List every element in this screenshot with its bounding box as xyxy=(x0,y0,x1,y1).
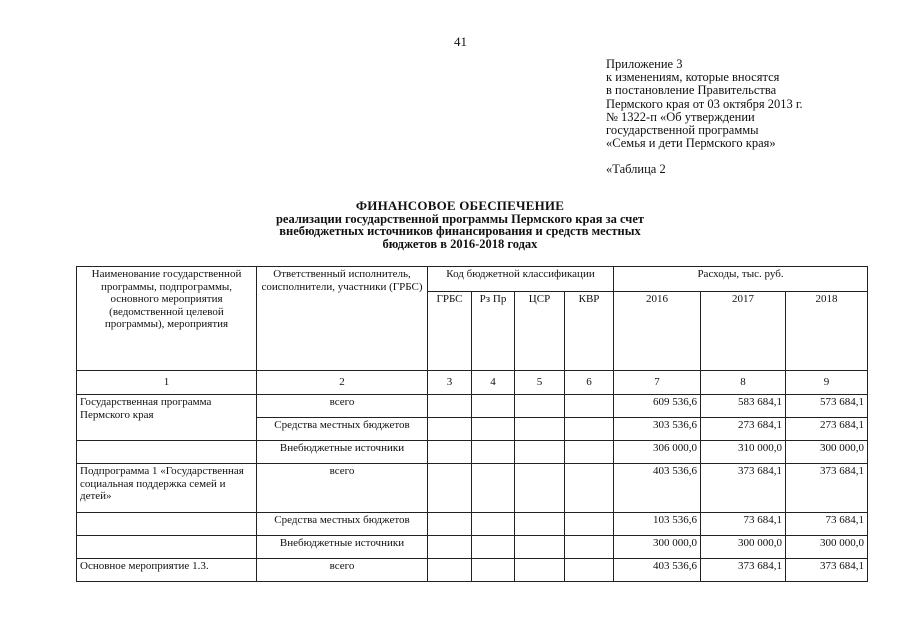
table-row xyxy=(77,536,868,559)
source-cell: Внебюджетные источники xyxy=(257,441,428,464)
value-cell-2018: 300 000,0 xyxy=(786,441,868,464)
code-cell xyxy=(565,418,614,441)
appendix-line: к изменениям, которые вносятся xyxy=(606,70,780,85)
header-code-grbs: ГРБС xyxy=(428,292,472,371)
code-cell xyxy=(428,441,472,464)
code-cell xyxy=(472,464,515,513)
code-cell xyxy=(565,464,614,513)
value-cell-2018: 300 000,0 xyxy=(786,536,868,559)
code-cell xyxy=(472,536,515,559)
header-code-rzpr: Рз Пр xyxy=(472,292,515,371)
header-year-2016: 2016 xyxy=(614,292,701,371)
code-cell xyxy=(428,536,472,559)
appendix-line: государственной программы xyxy=(606,123,759,138)
code-cell xyxy=(472,513,515,536)
table-reference: «Таблица 2 xyxy=(606,162,666,176)
subprogram-name-cell xyxy=(77,536,257,559)
code-cell xyxy=(428,418,472,441)
appendix-line: «Семья и дети Пермского края» xyxy=(606,136,776,151)
value-cell-2018: 73 684,1 xyxy=(786,513,868,536)
code-cell xyxy=(428,395,472,418)
appendix-line: № 1322-п «Об утверждении xyxy=(606,109,755,124)
value-cell-2016: 300 000,0 xyxy=(614,536,701,559)
header-code-group: Код бюджетной классификации xyxy=(428,267,614,292)
budget-table xyxy=(76,266,868,582)
code-cell xyxy=(428,513,472,536)
heading-subtitle-line: внебюджетных источников финансирования и средств местных xyxy=(279,224,641,238)
code-cell xyxy=(515,418,565,441)
value-cell-2017: 373 684,1 xyxy=(701,559,786,582)
program-name-cell: Государственная программа Пермского края xyxy=(77,395,257,441)
subprogram-name-cell: Подпрограмма 1 «Государственная социальная поддержка семей и детей» xyxy=(77,464,257,513)
code-cell xyxy=(565,395,614,418)
heading-subtitle-line: бюджетов в 2016-2018 годах xyxy=(382,236,538,251)
source-cell: всего xyxy=(257,395,428,418)
code-cell xyxy=(515,464,565,513)
source-cell: Средства местных бюджетов xyxy=(257,513,428,536)
value-cell-2016: 403 536,6 xyxy=(614,464,701,513)
column-number: 8 xyxy=(701,371,786,395)
code-cell xyxy=(565,441,614,464)
table-row xyxy=(77,559,868,582)
column-number: 7 xyxy=(614,371,701,395)
value-cell-2017: 310 000,0 xyxy=(701,441,786,464)
code-cell xyxy=(472,559,515,582)
value-cell-2016: 403 536,6 xyxy=(614,559,701,582)
code-cell xyxy=(515,513,565,536)
code-cell xyxy=(565,513,614,536)
value-cell-2016: 303 536,6 xyxy=(614,418,701,441)
table-row xyxy=(77,513,868,536)
value-cell-2018: 273 684,1 xyxy=(786,418,868,441)
header-code-csr: ЦСР xyxy=(515,292,565,371)
value-cell-2016: 103 536,6 xyxy=(614,513,701,536)
program-name-cell xyxy=(77,441,257,464)
column-number: 6 xyxy=(565,371,614,395)
code-cell xyxy=(472,395,515,418)
code-cell xyxy=(565,559,614,582)
code-cell xyxy=(565,536,614,559)
code-cell xyxy=(515,395,565,418)
value-cell-2017: 273 684,1 xyxy=(701,418,786,441)
source-cell: Внебюджетные источники xyxy=(257,536,428,559)
column-number: 2 xyxy=(257,371,428,395)
value-cell-2017: 300 000,0 xyxy=(701,536,786,559)
column-number: 3 xyxy=(428,371,472,395)
column-number: 5 xyxy=(515,371,565,395)
source-cell: всего xyxy=(257,464,428,513)
column-number: 9 xyxy=(786,371,868,395)
header-code-kvr: КВР xyxy=(565,292,614,371)
page-number: 41 xyxy=(454,34,467,49)
value-cell-2017: 373 684,1 xyxy=(701,464,786,513)
activity-name-cell: Основное мероприятие 1.3. xyxy=(77,559,257,582)
header-expense-group: Расходы, тыс. руб. xyxy=(614,267,868,292)
code-cell xyxy=(515,559,565,582)
table-row xyxy=(77,464,868,513)
column-number: 1 xyxy=(77,371,257,395)
column-number: 4 xyxy=(472,371,515,395)
header-year-2017: 2017 xyxy=(701,292,786,371)
value-cell-2018: 373 684,1 xyxy=(786,559,868,582)
appendix-note xyxy=(606,58,803,150)
document-heading xyxy=(200,200,720,250)
source-cell: всего xyxy=(257,559,428,582)
heading-subtitle-line: реализации государственной программы Пермского края за счет xyxy=(275,211,645,226)
appendix-line: Приложение 3 xyxy=(606,57,683,71)
code-cell xyxy=(515,536,565,559)
heading-title: ФИНАНСОВОЕ ОБЕСПЕЧЕНИЕ xyxy=(355,198,565,213)
code-cell xyxy=(515,441,565,464)
source-cell: Средства местных бюджетов xyxy=(257,418,428,441)
header-name: Наименование государственной программы, подпрограммы, основного мероприятия (ведомственной целевой программы), мероприятия xyxy=(77,267,257,371)
code-cell xyxy=(472,441,515,464)
subprogram-name-cell xyxy=(77,513,257,536)
header-year-2018: 2018 xyxy=(786,292,868,371)
value-cell-2016: 306 000,0 xyxy=(614,441,701,464)
value-cell-2018: 573 684,1 xyxy=(786,395,868,418)
value-cell-2016: 609 536,6 xyxy=(614,395,701,418)
header-executor: Ответственный исполнитель, соисполнители, участники (ГРБС) xyxy=(257,267,428,371)
code-cell xyxy=(428,464,472,513)
table-row xyxy=(77,395,868,418)
value-cell-2017: 73 684,1 xyxy=(701,513,786,536)
value-cell-2017: 583 684,1 xyxy=(701,395,786,418)
appendix-line: Пермского края от 03 октября 2013 г. xyxy=(606,96,803,111)
code-cell xyxy=(472,418,515,441)
value-cell-2018: 373 684,1 xyxy=(786,464,868,513)
table-row xyxy=(77,441,868,464)
appendix-line: в постановление Правительства xyxy=(606,83,777,98)
column-number-row xyxy=(77,371,868,395)
code-cell xyxy=(428,559,472,582)
